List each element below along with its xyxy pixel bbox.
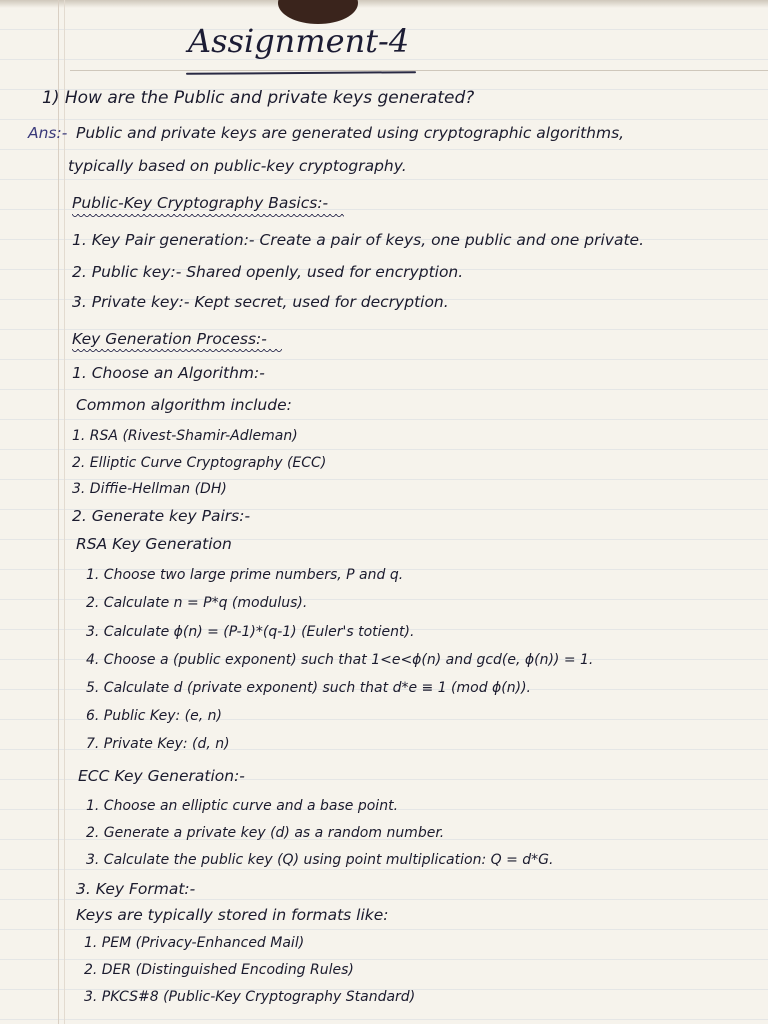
basics-item: 2. Public key:- Shared openly, used for encryption. — [72, 263, 464, 281]
ecc-step: 3. Calculate the public key (Q) using point multiplication: Q = d*G. — [86, 852, 554, 868]
ecc-step: 2. Generate a private key (d) as a random number. — [86, 825, 445, 841]
margin-line — [58, 0, 59, 1024]
basics-heading-underline — [72, 214, 344, 218]
ecc-step: 1. Choose an elliptic curve and a base point. — [86, 798, 399, 814]
rsa-step: 1. Choose two large prime numbers, P and q. — [86, 567, 404, 583]
rsa-step: 7. Private Key: (d, n) — [86, 736, 230, 752]
algorithm-item: 1. RSA (Rivest-Shamir-Adleman) — [72, 428, 298, 444]
question: 1) How are the Public and private keys generated? — [42, 88, 475, 108]
process-heading: Key Generation Process:- — [72, 330, 267, 348]
algorithm-item: 2. Elliptic Curve Cryptography (ECC) — [72, 455, 327, 471]
step-key-format: 3. Key Format:- — [76, 880, 196, 898]
answer-line-2: typically based on public-key cryptography. — [68, 157, 407, 175]
format-item: 1. PEM (Privacy-Enhanced Mail) — [84, 935, 305, 951]
step-choose-algorithm: 1. Choose an Algorithm:- — [72, 364, 265, 382]
basics-heading: Public-Key Cryptography Basics:- — [72, 194, 329, 212]
format-item: 3. PKCS#8 (Public-Key Cryptography Standard) — [84, 989, 416, 1005]
thumb-shadow — [278, 0, 358, 24]
rsa-heading: RSA Key Generation — [76, 535, 232, 553]
rsa-step: 4. Choose a (public exponent) such that 1<e<ϕ(n) and gcd(e, ϕ(n)) = 1. — [86, 652, 594, 668]
rsa-step: 5. Calculate d (private exponent) such that d*e ≡ 1 (mod ϕ(n)). — [86, 680, 532, 696]
title-underline — [186, 71, 416, 75]
algorithm-item: 3. Diffie-Hellman (DH) — [72, 481, 227, 497]
rsa-step: 6. Public Key: (e, n) — [86, 708, 222, 724]
page-title: Assignment-4 — [188, 22, 410, 60]
answer-prefix: Ans:- — [28, 124, 68, 142]
common-algorithms-label: Common algorithm include: — [76, 396, 292, 414]
page-shadow — [0, 0, 768, 8]
format-item: 2. DER (Distinguished Encoding Rules) — [84, 962, 354, 978]
answer-line-1: Public and private keys are generated using cryptographic algorithms, — [76, 124, 625, 142]
margin-line-secondary — [64, 0, 65, 1024]
rsa-step: 2. Calculate n = P*q (modulus). — [86, 595, 308, 611]
basics-item: 1. Key Pair generation:- Create a pair of keys, one public and one private. — [72, 231, 644, 249]
step-generate-key-pairs: 2. Generate key Pairs:- — [72, 507, 251, 525]
rsa-step: 3. Calculate ϕ(n) = (P-1)*(q-1) (Euler's totient). — [86, 624, 415, 640]
format-intro: Keys are typically stored in formats like: — [76, 906, 389, 924]
basics-item: 3. Private key:- Kept secret, used for decryption. — [72, 293, 449, 311]
title-rule — [70, 70, 768, 71]
ecc-heading: ECC Key Generation:- — [78, 767, 245, 785]
process-heading-underline — [72, 349, 282, 353]
